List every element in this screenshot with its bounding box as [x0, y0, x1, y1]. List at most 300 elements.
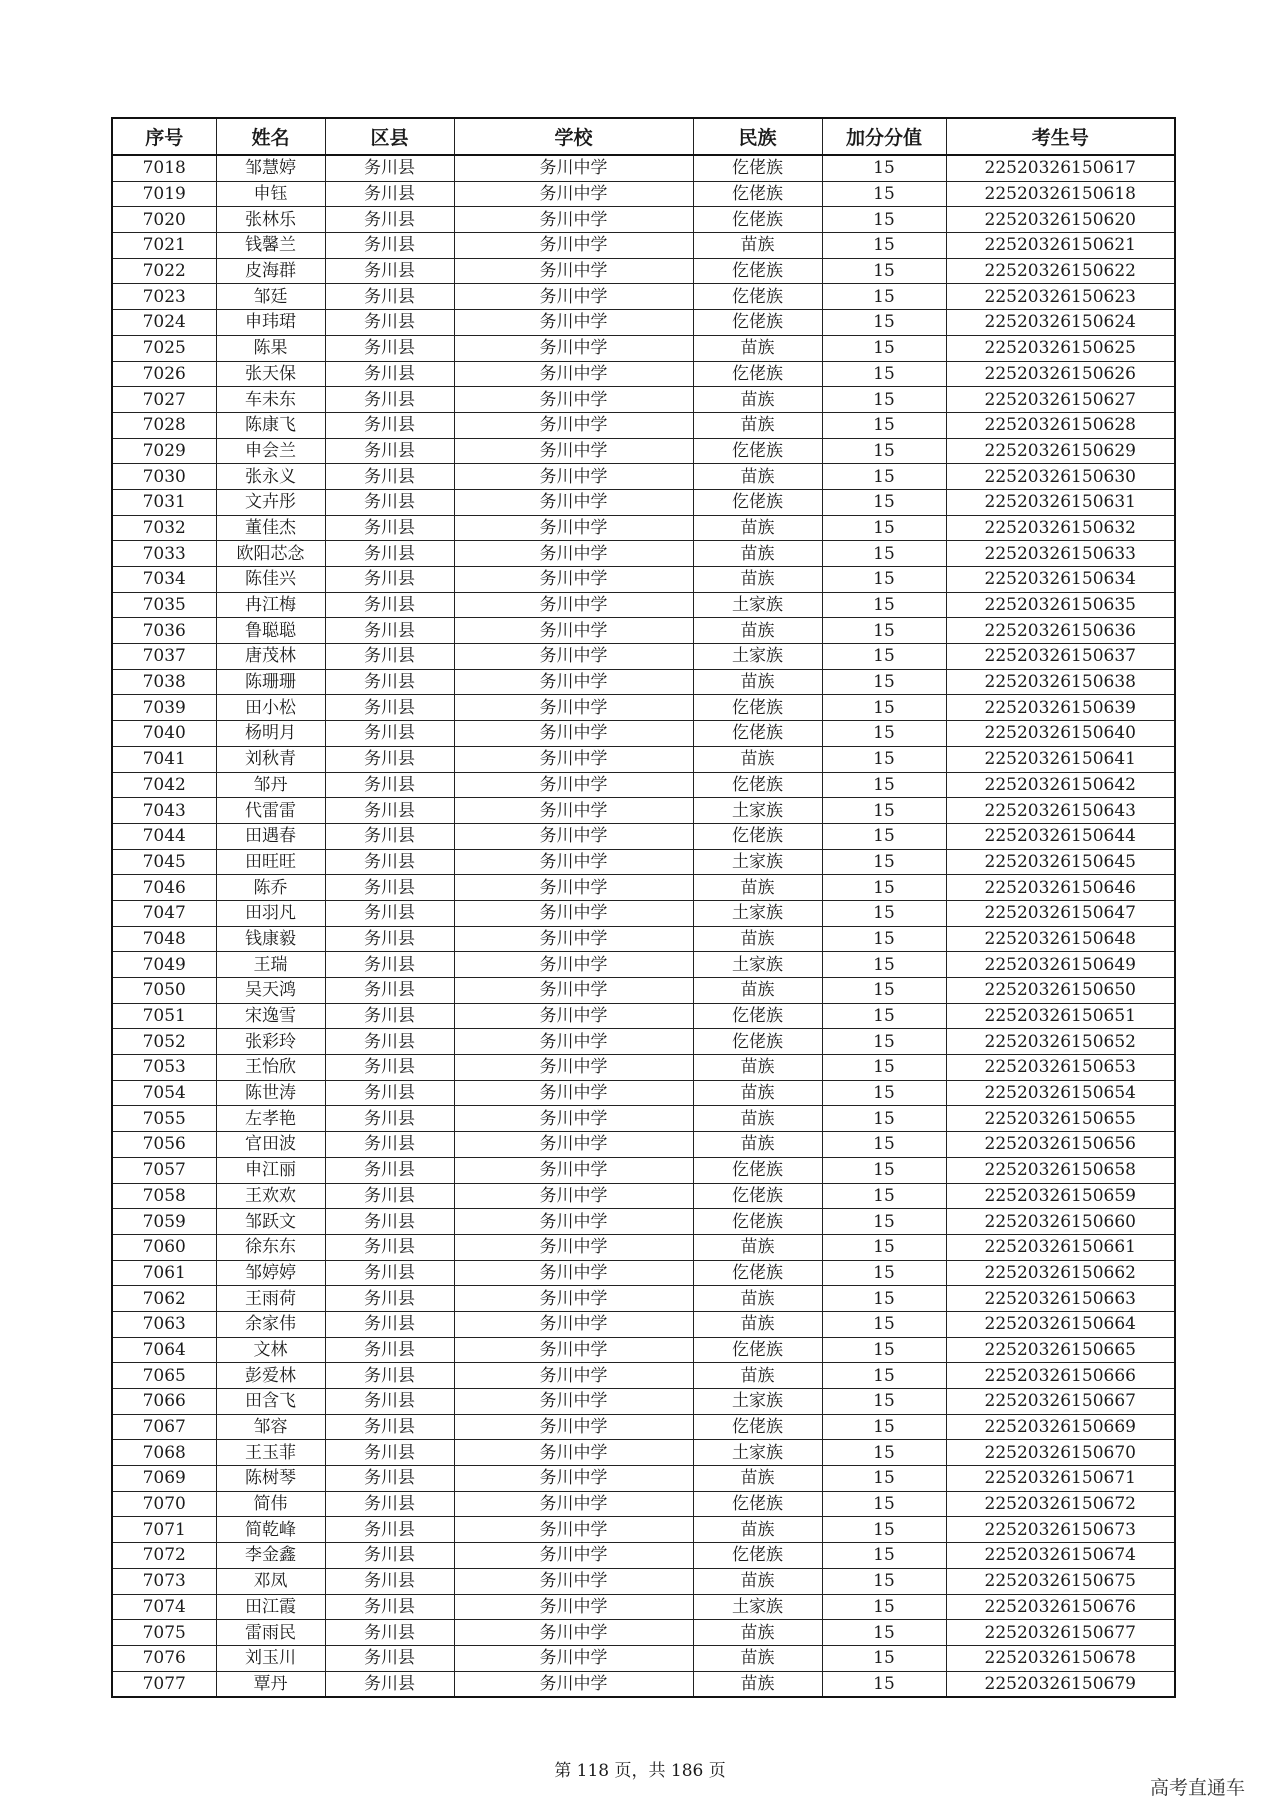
- cell-school: 务川中学: [454, 746, 693, 772]
- cell-bonus-points: 15: [822, 618, 946, 644]
- cell-bonus-points: 15: [822, 900, 946, 926]
- page-footer: 第 118 页，共 186 页: [554, 1761, 726, 1781]
- cell-bonus-points: 15: [822, 1645, 946, 1671]
- table-row: [112, 155, 1175, 181]
- cell-exam-id: 22520326150632: [946, 515, 1175, 541]
- cell-county: 务川县: [325, 1234, 454, 1260]
- cell-exam-id: 22520326150646: [946, 875, 1175, 901]
- cell-name: 邹慧婷: [216, 155, 325, 181]
- cell-school: 务川中学: [454, 849, 693, 875]
- table-row: [112, 438, 1175, 464]
- cell-bonus-points: 15: [822, 1157, 946, 1183]
- cell-ethnicity: 土家族: [693, 1389, 822, 1415]
- cell-seq: 7019: [112, 181, 216, 207]
- cell-name: 陈康飞: [216, 412, 325, 438]
- cell-exam-id: 22520326150648: [946, 926, 1175, 952]
- cell-ethnicity: 苗族: [693, 1466, 822, 1492]
- cell-school: 务川中学: [454, 900, 693, 926]
- cell-county: 务川县: [325, 567, 454, 593]
- cell-name: 钱馨兰: [216, 233, 325, 259]
- cell-school: 务川中学: [454, 1209, 693, 1235]
- cell-seq: 7049: [112, 952, 216, 978]
- cell-county: 务川县: [325, 1671, 454, 1697]
- cell-school: 务川中学: [454, 1029, 693, 1055]
- cell-ethnicity: 仡佬族: [693, 284, 822, 310]
- cell-county: 务川县: [325, 875, 454, 901]
- cell-exam-id: 22520326150635: [946, 592, 1175, 618]
- table-row: [112, 592, 1175, 618]
- cell-school: 务川中学: [454, 1671, 693, 1697]
- table-row: [112, 233, 1175, 259]
- cell-bonus-points: 15: [822, 207, 946, 233]
- cell-ethnicity: 苗族: [693, 1645, 822, 1671]
- cell-name: 申钰: [216, 181, 325, 207]
- cell-bonus-points: 15: [822, 1440, 946, 1466]
- cell-exam-id: 22520326150647: [946, 900, 1175, 926]
- cell-name: 申玮珺: [216, 310, 325, 336]
- cell-school: 务川中学: [454, 1286, 693, 1312]
- cell-bonus-points: 15: [822, 541, 946, 567]
- cell-name: 文林: [216, 1337, 325, 1363]
- cell-seq: 7059: [112, 1209, 216, 1235]
- cell-exam-id: 22520326150665: [946, 1337, 1175, 1363]
- cell-name: 简伟: [216, 1491, 325, 1517]
- cell-bonus-points: 15: [822, 772, 946, 798]
- cell-ethnicity: 仡佬族: [693, 1029, 822, 1055]
- cell-seq: 7033: [112, 541, 216, 567]
- cell-ethnicity: 苗族: [693, 515, 822, 541]
- cell-seq: 7068: [112, 1440, 216, 1466]
- cell-county: 务川县: [325, 1414, 454, 1440]
- cell-seq: 7022: [112, 258, 216, 284]
- cell-school: 务川中学: [454, 1106, 693, 1132]
- cell-school: 务川中学: [454, 1491, 693, 1517]
- cell-seq: 7045: [112, 849, 216, 875]
- cell-exam-id: 22520326150662: [946, 1260, 1175, 1286]
- table-row: [112, 412, 1175, 438]
- cell-exam-id: 22520326150658: [946, 1157, 1175, 1183]
- cell-seq: 7070: [112, 1491, 216, 1517]
- cell-school: 务川中学: [454, 618, 693, 644]
- cell-seq: 7060: [112, 1234, 216, 1260]
- cell-school: 务川中学: [454, 387, 693, 413]
- table-row: [112, 798, 1175, 824]
- cell-county: 务川县: [325, 1363, 454, 1389]
- cell-name: 王瑞: [216, 952, 325, 978]
- cell-bonus-points: 15: [822, 1568, 946, 1594]
- cell-exam-id: 22520326150620: [946, 207, 1175, 233]
- cell-county: 务川县: [325, 1645, 454, 1671]
- cell-school: 务川中学: [454, 1466, 693, 1492]
- table-row: [112, 1260, 1175, 1286]
- cell-exam-id: 22520326150630: [946, 464, 1175, 490]
- cell-name: 邹婷婷: [216, 1260, 325, 1286]
- cell-exam-id: 22520326150624: [946, 310, 1175, 336]
- cell-ethnicity: 苗族: [693, 978, 822, 1004]
- cell-bonus-points: 15: [822, 438, 946, 464]
- cell-seq: 7055: [112, 1106, 216, 1132]
- cell-school: 务川中学: [454, 438, 693, 464]
- cell-bonus-points: 15: [822, 1363, 946, 1389]
- table-row: [112, 772, 1175, 798]
- cell-seq: 7032: [112, 515, 216, 541]
- cell-seq: 7056: [112, 1132, 216, 1158]
- cell-exam-id: 22520326150654: [946, 1080, 1175, 1106]
- cell-school: 务川中学: [454, 258, 693, 284]
- cell-school: 务川中学: [454, 1414, 693, 1440]
- cell-seq: 7031: [112, 489, 216, 515]
- cell-exam-id: 22520326150642: [946, 772, 1175, 798]
- cell-county: 务川县: [325, 1003, 454, 1029]
- cell-exam-id: 22520326150655: [946, 1106, 1175, 1132]
- cell-county: 务川县: [325, 1568, 454, 1594]
- cell-ethnicity: 土家族: [693, 900, 822, 926]
- cell-county: 务川县: [325, 823, 454, 849]
- cell-bonus-points: 15: [822, 1234, 946, 1260]
- cell-seq: 7044: [112, 823, 216, 849]
- table-row: [112, 618, 1175, 644]
- cell-county: 务川县: [325, 1286, 454, 1312]
- cell-name: 宋逸雪: [216, 1003, 325, 1029]
- cell-bonus-points: 15: [822, 1106, 946, 1132]
- table-row: [112, 361, 1175, 387]
- cell-county: 务川县: [325, 900, 454, 926]
- cell-school: 务川中学: [454, 1594, 693, 1620]
- table-row: [112, 1414, 1175, 1440]
- cell-seq: 7037: [112, 644, 216, 670]
- cell-county: 务川县: [325, 1389, 454, 1415]
- table-row: [112, 1671, 1175, 1697]
- cell-seq: 7047: [112, 900, 216, 926]
- cell-exam-id: 22520326150652: [946, 1029, 1175, 1055]
- cell-school: 务川中学: [454, 412, 693, 438]
- table-row: [112, 1029, 1175, 1055]
- cell-bonus-points: 15: [822, 926, 946, 952]
- cell-ethnicity: 苗族: [693, 618, 822, 644]
- cell-name: 田小松: [216, 695, 325, 721]
- cell-ethnicity: 苗族: [693, 1311, 822, 1337]
- cell-school: 务川中学: [454, 1260, 693, 1286]
- cell-county: 务川县: [325, 1594, 454, 1620]
- cell-county: 务川县: [325, 1620, 454, 1646]
- cell-bonus-points: 15: [822, 1466, 946, 1492]
- table-row: [112, 515, 1175, 541]
- cell-name: 左孝艳: [216, 1106, 325, 1132]
- cell-name: 陈珊珊: [216, 669, 325, 695]
- cell-exam-id: 22520326150631: [946, 489, 1175, 515]
- cell-exam-id: 22520326150653: [946, 1055, 1175, 1081]
- cell-bonus-points: 15: [822, 1055, 946, 1081]
- cell-name: 官田波: [216, 1132, 325, 1158]
- cell-ethnicity: 苗族: [693, 1286, 822, 1312]
- table-row: [112, 1055, 1175, 1081]
- table-row: [112, 1543, 1175, 1569]
- table-row: [112, 310, 1175, 336]
- cell-ethnicity: 土家族: [693, 849, 822, 875]
- cell-ethnicity: 苗族: [693, 233, 822, 259]
- cell-ethnicity: 苗族: [693, 567, 822, 593]
- cell-seq: 7074: [112, 1594, 216, 1620]
- cell-bonus-points: 15: [822, 1337, 946, 1363]
- cell-exam-id: 22520326150622: [946, 258, 1175, 284]
- cell-exam-id: 22520326150617: [946, 155, 1175, 181]
- cell-bonus-points: 15: [822, 1260, 946, 1286]
- cell-seq: 7076: [112, 1645, 216, 1671]
- candidate-table: [111, 117, 1176, 1698]
- cell-ethnicity: 仡佬族: [693, 258, 822, 284]
- cell-name: 彭爱林: [216, 1363, 325, 1389]
- cell-seq: 7042: [112, 772, 216, 798]
- cell-ethnicity: 仡佬族: [693, 823, 822, 849]
- cell-county: 务川县: [325, 1543, 454, 1569]
- cell-exam-id: 22520326150677: [946, 1620, 1175, 1646]
- cell-seq: 7053: [112, 1055, 216, 1081]
- cell-name: 杨明月: [216, 721, 325, 747]
- cell-exam-id: 22520326150626: [946, 361, 1175, 387]
- cell-name: 钱康毅: [216, 926, 325, 952]
- cell-exam-id: 22520326150659: [946, 1183, 1175, 1209]
- table-row: [112, 952, 1175, 978]
- cell-bonus-points: 15: [822, 1080, 946, 1106]
- cell-school: 务川中学: [454, 361, 693, 387]
- cell-bonus-points: 15: [822, 412, 946, 438]
- cell-school: 务川中学: [454, 644, 693, 670]
- cell-ethnicity: 土家族: [693, 1594, 822, 1620]
- cell-exam-id: 22520326150643: [946, 798, 1175, 824]
- table-row: [112, 721, 1175, 747]
- cell-bonus-points: 15: [822, 284, 946, 310]
- cell-seq: 7021: [112, 233, 216, 259]
- table-row: [112, 1466, 1175, 1492]
- table-row: [112, 1132, 1175, 1158]
- watermark: 高考直通车: [1150, 1777, 1246, 1799]
- cell-county: 务川县: [325, 1080, 454, 1106]
- cell-ethnicity: 仡佬族: [693, 1337, 822, 1363]
- cell-county: 务川县: [325, 310, 454, 336]
- cell-bonus-points: 15: [822, 464, 946, 490]
- table-row: [112, 207, 1175, 233]
- cell-county: 务川县: [325, 1183, 454, 1209]
- cell-ethnicity: 苗族: [693, 875, 822, 901]
- cell-school: 务川中学: [454, 721, 693, 747]
- cell-bonus-points: 15: [822, 1132, 946, 1158]
- cell-seq: 7061: [112, 1260, 216, 1286]
- cell-seq: 7036: [112, 618, 216, 644]
- cell-school: 务川中学: [454, 1055, 693, 1081]
- cell-seq: 7026: [112, 361, 216, 387]
- cell-name: 陈乔: [216, 875, 325, 901]
- cell-school: 务川中学: [454, 464, 693, 490]
- table-row: [112, 181, 1175, 207]
- cell-county: 务川县: [325, 233, 454, 259]
- table-row: [112, 900, 1175, 926]
- cell-ethnicity: 苗族: [693, 926, 822, 952]
- cell-name: 王欢欢: [216, 1183, 325, 1209]
- cell-seq: 7064: [112, 1337, 216, 1363]
- cell-ethnicity: 仡佬族: [693, 772, 822, 798]
- header-seq: 序号: [112, 118, 216, 155]
- cell-bonus-points: 15: [822, 1620, 946, 1646]
- cell-school: 务川中学: [454, 695, 693, 721]
- cell-county: 务川县: [325, 798, 454, 824]
- cell-school: 务川中学: [454, 1440, 693, 1466]
- cell-seq: 7024: [112, 310, 216, 336]
- cell-exam-id: 22520326150625: [946, 335, 1175, 361]
- table-row: [112, 1234, 1175, 1260]
- table-row: [112, 644, 1175, 670]
- cell-county: 务川县: [325, 1466, 454, 1492]
- cell-name: 刘秋青: [216, 746, 325, 772]
- cell-name: 邹容: [216, 1414, 325, 1440]
- cell-school: 务川中学: [454, 1363, 693, 1389]
- cell-bonus-points: 15: [822, 1209, 946, 1235]
- cell-exam-id: 22520326150678: [946, 1645, 1175, 1671]
- cell-seq: 7050: [112, 978, 216, 1004]
- cell-bonus-points: 15: [822, 669, 946, 695]
- cell-seq: 7069: [112, 1466, 216, 1492]
- cell-bonus-points: 15: [822, 489, 946, 515]
- cell-exam-id: 22520326150623: [946, 284, 1175, 310]
- cell-name: 张彩玲: [216, 1029, 325, 1055]
- cell-seq: 7043: [112, 798, 216, 824]
- cell-county: 务川县: [325, 644, 454, 670]
- cell-ethnicity: 仡佬族: [693, 721, 822, 747]
- cell-ethnicity: 苗族: [693, 1517, 822, 1543]
- table-row: [112, 1337, 1175, 1363]
- cell-name: 田江霞: [216, 1594, 325, 1620]
- cell-bonus-points: 15: [822, 1003, 946, 1029]
- cell-county: 务川县: [325, 849, 454, 875]
- table-row: [112, 489, 1175, 515]
- cell-exam-id: 22520326150669: [946, 1414, 1175, 1440]
- cell-exam-id: 22520326150618: [946, 181, 1175, 207]
- cell-school: 务川中学: [454, 1080, 693, 1106]
- cell-name: 陈树琴: [216, 1466, 325, 1492]
- cell-bonus-points: 15: [822, 361, 946, 387]
- cell-ethnicity: 土家族: [693, 1440, 822, 1466]
- cell-seq: 7071: [112, 1517, 216, 1543]
- cell-exam-id: 22520326150639: [946, 695, 1175, 721]
- cell-school: 务川中学: [454, 1132, 693, 1158]
- table-row: [112, 669, 1175, 695]
- cell-school: 务川中学: [454, 926, 693, 952]
- cell-ethnicity: 仡佬族: [693, 1157, 822, 1183]
- cell-bonus-points: 15: [822, 746, 946, 772]
- cell-bonus-points: 15: [822, 952, 946, 978]
- cell-seq: 7028: [112, 412, 216, 438]
- header-exam-id: 考生号: [946, 118, 1175, 155]
- cell-name: 王怡欣: [216, 1055, 325, 1081]
- cell-seq: 7058: [112, 1183, 216, 1209]
- table-row: [112, 926, 1175, 952]
- cell-name: 陈佳兴: [216, 567, 325, 593]
- cell-name: 张天保: [216, 361, 325, 387]
- cell-seq: 7046: [112, 875, 216, 901]
- table-row: [112, 335, 1175, 361]
- cell-exam-id: 22520326150664: [946, 1311, 1175, 1337]
- cell-seq: 7027: [112, 387, 216, 413]
- cell-county: 务川县: [325, 412, 454, 438]
- cell-county: 务川县: [325, 746, 454, 772]
- cell-ethnicity: 苗族: [693, 1568, 822, 1594]
- cell-ethnicity: 苗族: [693, 1080, 822, 1106]
- cell-school: 务川中学: [454, 181, 693, 207]
- cell-seq: 7072: [112, 1543, 216, 1569]
- cell-exam-id: 22520326150629: [946, 438, 1175, 464]
- cell-exam-id: 22520326150676: [946, 1594, 1175, 1620]
- cell-bonus-points: 15: [822, 1183, 946, 1209]
- cell-county: 务川县: [325, 1055, 454, 1081]
- cell-bonus-points: 15: [822, 310, 946, 336]
- table-row: [112, 1080, 1175, 1106]
- cell-bonus-points: 15: [822, 155, 946, 181]
- cell-name: 车未东: [216, 387, 325, 413]
- cell-school: 务川中学: [454, 310, 693, 336]
- cell-bonus-points: 15: [822, 567, 946, 593]
- cell-exam-id: 22520326150644: [946, 823, 1175, 849]
- cell-county: 务川县: [325, 155, 454, 181]
- cell-school: 务川中学: [454, 592, 693, 618]
- table-row: [112, 1363, 1175, 1389]
- cell-ethnicity: 苗族: [693, 541, 822, 567]
- cell-exam-id: 22520326150621: [946, 233, 1175, 259]
- cell-seq: 7020: [112, 207, 216, 233]
- cell-bonus-points: 15: [822, 1311, 946, 1337]
- cell-bonus-points: 15: [822, 181, 946, 207]
- cell-bonus-points: 15: [822, 1671, 946, 1697]
- cell-seq: 7051: [112, 1003, 216, 1029]
- cell-county: 务川县: [325, 926, 454, 952]
- cell-county: 务川县: [325, 772, 454, 798]
- cell-seq: 7063: [112, 1311, 216, 1337]
- cell-school: 务川中学: [454, 1543, 693, 1569]
- cell-county: 务川县: [325, 1157, 454, 1183]
- cell-county: 务川县: [325, 1311, 454, 1337]
- cell-ethnicity: 苗族: [693, 464, 822, 490]
- cell-name: 陈世涛: [216, 1080, 325, 1106]
- cell-ethnicity: 苗族: [693, 387, 822, 413]
- cell-ethnicity: 苗族: [693, 1234, 822, 1260]
- cell-ethnicity: 仡佬族: [693, 181, 822, 207]
- cell-school: 务川中学: [454, 798, 693, 824]
- cell-exam-id: 22520326150660: [946, 1209, 1175, 1235]
- cell-name: 鲁聪聪: [216, 618, 325, 644]
- cell-bonus-points: 15: [822, 335, 946, 361]
- table-row: [112, 1440, 1175, 1466]
- cell-seq: 7023: [112, 284, 216, 310]
- cell-exam-id: 22520326150651: [946, 1003, 1175, 1029]
- cell-school: 务川中学: [454, 335, 693, 361]
- cell-bonus-points: 15: [822, 1414, 946, 1440]
- cell-seq: 7018: [112, 155, 216, 181]
- cell-county: 务川县: [325, 1517, 454, 1543]
- cell-county: 务川县: [325, 1337, 454, 1363]
- cell-bonus-points: 15: [822, 798, 946, 824]
- cell-county: 务川县: [325, 361, 454, 387]
- cell-exam-id: 22520326150638: [946, 669, 1175, 695]
- cell-name: 董佳杰: [216, 515, 325, 541]
- cell-bonus-points: 15: [822, 875, 946, 901]
- cell-seq: 7039: [112, 695, 216, 721]
- cell-exam-id: 22520326150667: [946, 1389, 1175, 1415]
- cell-name: 田羽凡: [216, 900, 325, 926]
- cell-name: 张林乐: [216, 207, 325, 233]
- cell-exam-id: 22520326150650: [946, 978, 1175, 1004]
- cell-seq: 7025: [112, 335, 216, 361]
- table-row: [112, 849, 1175, 875]
- cell-bonus-points: 15: [822, 387, 946, 413]
- cell-seq: 7065: [112, 1363, 216, 1389]
